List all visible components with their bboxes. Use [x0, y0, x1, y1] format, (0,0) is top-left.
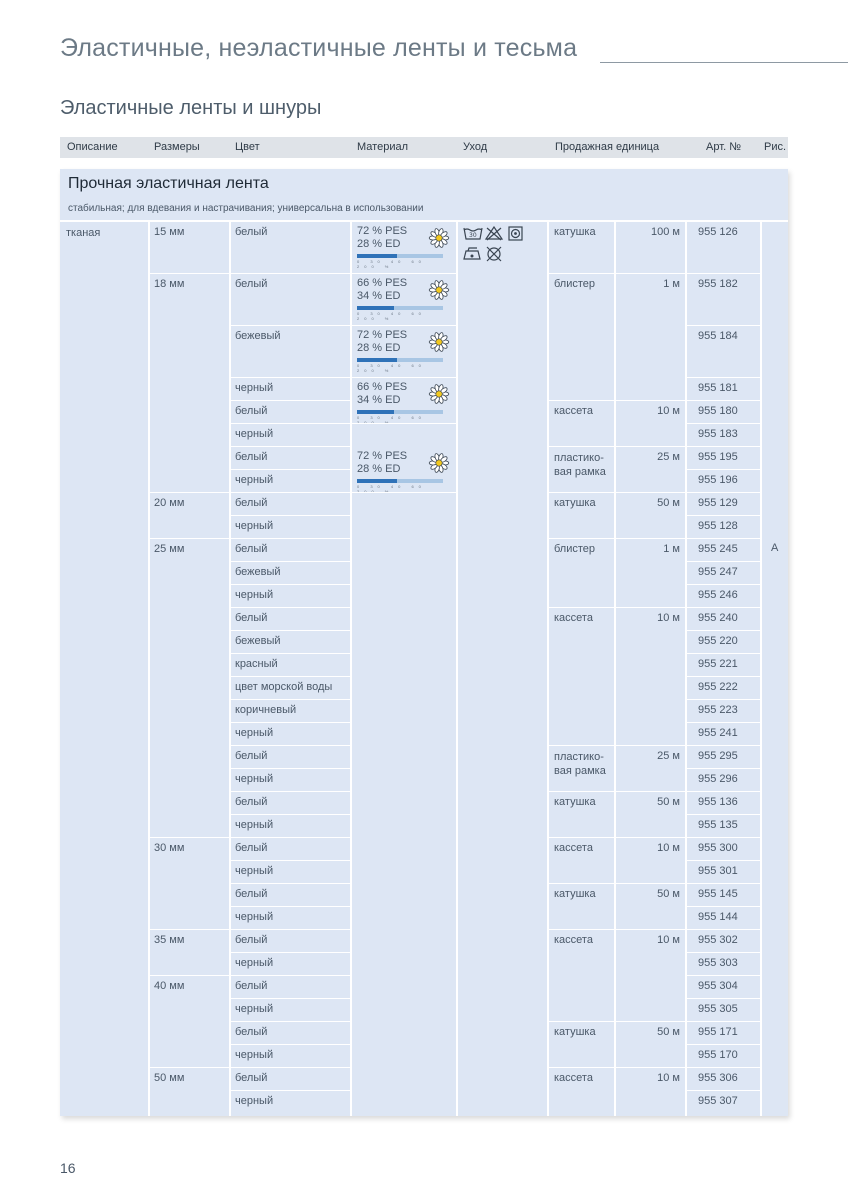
article-cell: 955 145 — [698, 888, 738, 900]
unit-label: блистер — [554, 543, 596, 555]
wash-30-icon — [464, 228, 482, 239]
product-title: Прочная эластичная лента — [68, 175, 269, 192]
color-cell: белый — [235, 980, 268, 992]
composition-bar-pes — [357, 479, 397, 483]
row-divider — [231, 423, 350, 424]
color-cell: белый — [235, 497, 268, 509]
material-line: 66 % PES — [357, 381, 408, 393]
color-cell: цвет морской воды — [235, 681, 333, 693]
article-cell: 955 247 — [698, 566, 738, 578]
unit-quantity: 50 м — [657, 497, 680, 509]
color-cell: белый — [235, 842, 268, 854]
article-cell: 955 303 — [698, 957, 738, 969]
composition-bar-ticks: 0 30 40 60 200 % — [357, 259, 426, 269]
row-divider — [687, 446, 760, 447]
unit-label: кассета — [554, 612, 593, 624]
color-cell: черный — [235, 865, 274, 877]
article-cell: 955 136 — [698, 796, 738, 808]
row-divider — [231, 377, 350, 378]
row-divider — [687, 492, 760, 493]
row-divider — [231, 791, 350, 792]
article-cell: 955 171 — [698, 1026, 738, 1038]
row-divider — [687, 1090, 760, 1091]
row-divider — [687, 722, 760, 723]
article-cell: 955 245 — [698, 543, 738, 555]
size-divider — [150, 538, 229, 539]
composition-bar-ticks: 0 30 40 60 — [357, 415, 426, 420]
color-cell: бежевый — [235, 330, 281, 342]
size-cell: 35 мм — [154, 934, 185, 946]
color-cell: белый — [235, 451, 268, 463]
material-divider — [352, 325, 456, 326]
row-divider — [687, 998, 760, 999]
color-cell: черный — [235, 773, 274, 785]
row-divider — [231, 975, 350, 976]
row-divider — [687, 377, 760, 378]
color-cell: белый — [235, 888, 268, 900]
row-divider — [687, 768, 760, 769]
material-line: 34 % ED — [357, 290, 401, 302]
unit-label: катушка — [554, 888, 596, 900]
row-divider — [687, 837, 760, 838]
unit-label: пластико-вая рамка — [554, 751, 606, 777]
row-divider — [687, 791, 760, 792]
article-cell: 955 221 — [698, 658, 738, 670]
color-cell: черный — [235, 1095, 274, 1107]
row-divider — [687, 515, 760, 516]
color-cell: черный — [235, 957, 274, 969]
material-line: 66 % PES — [357, 277, 408, 289]
unit-quantity: 50 м — [657, 888, 680, 900]
article-cell: 955 129 — [698, 497, 738, 509]
row-divider — [687, 607, 760, 608]
iron-icon — [464, 248, 480, 259]
color-cell: черный — [235, 428, 274, 440]
color-cell: черный — [235, 819, 274, 831]
article-cell: 955 223 — [698, 704, 738, 716]
row-divider — [231, 1021, 350, 1022]
unit-divider — [549, 400, 685, 401]
row-divider — [231, 952, 350, 953]
unit-divider — [549, 1067, 685, 1068]
article-cell: 955 306 — [698, 1072, 738, 1084]
unit-divider — [549, 607, 685, 608]
row-divider — [231, 699, 350, 700]
row-divider — [231, 1090, 350, 1091]
size-cell: 15 мм — [154, 226, 185, 238]
color-cell: бежевый — [235, 635, 281, 647]
row-divider — [231, 630, 350, 631]
row-divider — [687, 423, 760, 424]
row-divider — [231, 492, 350, 493]
row-divider — [231, 469, 350, 470]
composition-bar — [357, 479, 453, 490]
article-cell: 955 246 — [698, 589, 738, 601]
row-divider — [687, 676, 760, 677]
article-cell: 955 301 — [698, 865, 738, 877]
color-cell: белый — [235, 405, 268, 417]
section-divider — [60, 220, 788, 222]
composition-bar — [357, 254, 453, 269]
unit-divider — [549, 538, 685, 539]
section-heading: Эластичные ленты и шнуры — [60, 97, 322, 119]
row-divider — [231, 1044, 350, 1045]
row-divider — [687, 1044, 760, 1045]
care-symbols — [463, 226, 527, 271]
header-description: Описание — [67, 141, 118, 153]
row-divider — [231, 273, 350, 274]
color-cell: белый — [235, 1026, 268, 1038]
size-divider — [150, 837, 229, 838]
size-cell: 30 мм — [154, 842, 185, 854]
row-divider — [231, 538, 350, 539]
article-cell: 955 240 — [698, 612, 738, 624]
unit-quantity: 100 м — [651, 226, 680, 238]
article-cell: 955 196 — [698, 474, 738, 486]
composition-bar — [357, 410, 453, 421]
article-cell: 955 307 — [698, 1095, 738, 1107]
article-cell: 955 170 — [698, 1049, 738, 1061]
material-divider — [352, 423, 456, 424]
material-divider — [352, 273, 456, 274]
column-divider — [547, 222, 549, 1116]
header-sizes: Размеры — [154, 141, 200, 153]
unit-divider — [549, 837, 685, 838]
unit-quantity: 50 м — [657, 796, 680, 808]
material-line: 28 % ED — [357, 238, 401, 250]
color-cell: коричневый — [235, 704, 297, 716]
article-cell: 955 304 — [698, 980, 738, 992]
article-cell: 955 302 — [698, 934, 738, 946]
material-line: 34 % ED — [357, 394, 401, 406]
composition-bar — [357, 306, 453, 321]
composition-bar-pes — [357, 410, 394, 414]
unit-divider — [549, 883, 685, 884]
composition-bar-pes — [357, 358, 397, 362]
color-cell: черный — [235, 474, 274, 486]
row-divider — [687, 584, 760, 585]
article-cell: 955 180 — [698, 405, 738, 417]
size-divider — [150, 975, 229, 976]
header-article: Арт. № — [706, 141, 741, 153]
row-divider — [231, 325, 350, 326]
row-divider — [687, 860, 760, 861]
color-cell: белый — [235, 543, 268, 555]
unit-quantity: 10 м — [657, 1072, 680, 1084]
article-cell: 955 126 — [698, 226, 738, 238]
unit-quantity: 10 м — [657, 934, 680, 946]
row-divider — [687, 883, 760, 884]
color-cell: черный — [235, 520, 274, 532]
color-cell: черный — [235, 1049, 274, 1061]
column-divider — [350, 222, 352, 1116]
no-dry-clean-icon — [487, 247, 501, 261]
row-divider — [231, 929, 350, 930]
article-cell: 955 300 — [698, 842, 738, 854]
row-divider — [687, 906, 760, 907]
row-divider — [231, 515, 350, 516]
unit-quantity: 1 м — [663, 543, 680, 555]
size-cell: 50 мм — [154, 1072, 185, 1084]
row-divider — [687, 538, 760, 539]
unit-divider — [549, 273, 685, 274]
color-cell: белый — [235, 1072, 268, 1084]
row-divider — [687, 814, 760, 815]
column-divider — [229, 222, 231, 1116]
article-cell: 955 305 — [698, 1003, 738, 1015]
row-divider — [231, 400, 350, 401]
color-cell: черный — [235, 911, 274, 923]
title-rule — [600, 62, 848, 63]
material-line: 28 % ED — [357, 342, 401, 354]
color-cell: бежевый — [235, 566, 281, 578]
row-divider — [687, 325, 760, 326]
row-divider — [231, 653, 350, 654]
composition-bar-ticks: 0 30 40 60 — [357, 484, 426, 489]
daisy-icon — [428, 452, 450, 474]
size-divider — [150, 929, 229, 930]
row-divider — [231, 1067, 350, 1068]
unit-divider — [549, 929, 685, 930]
article-cell: 955 181 — [698, 382, 738, 394]
material-line: 72 % PES — [357, 450, 408, 462]
material-divider — [352, 377, 456, 378]
unit-divider — [549, 492, 685, 493]
header-color: Цвет — [235, 141, 260, 153]
product-type: тканая — [66, 227, 101, 239]
size-divider — [150, 1067, 229, 1068]
daisy-icon — [428, 279, 450, 301]
row-divider — [231, 998, 350, 999]
unit-label: катушка — [554, 796, 596, 808]
article-cell: 955 144 — [698, 911, 738, 923]
color-cell: черный — [235, 589, 274, 601]
row-divider — [687, 400, 760, 401]
unit-divider — [549, 1021, 685, 1022]
article-cell: 955 241 — [698, 727, 738, 739]
color-cell: белый — [235, 612, 268, 624]
unit-label: катушка — [554, 1026, 596, 1038]
row-divider — [231, 860, 350, 861]
size-cell: 20 мм — [154, 497, 185, 509]
unit-label: кассета — [554, 405, 593, 417]
article-cell: 955 135 — [698, 819, 738, 831]
composition-bar-pes — [357, 306, 394, 310]
color-cell: белый — [235, 796, 268, 808]
article-cell: 955 183 — [698, 428, 738, 440]
size-divider — [150, 273, 229, 274]
article-cell: 955 222 — [698, 681, 738, 693]
article-cell: 955 296 — [698, 773, 738, 785]
composition-bar-ticks: 0 30 40 60 200 % — [357, 311, 426, 321]
unit-label: пластико-вая рамка — [554, 452, 606, 478]
column-divider — [760, 222, 762, 1116]
row-divider — [687, 630, 760, 631]
size-cell: 25 мм — [154, 543, 185, 555]
daisy-icon — [428, 227, 450, 249]
material-line: 28 % ED — [357, 463, 401, 475]
material-line: 72 % PES — [357, 329, 408, 341]
column-divider — [456, 222, 458, 1116]
unit-divider — [549, 791, 685, 792]
row-divider — [231, 837, 350, 838]
column-divider — [614, 222, 616, 1116]
unit-quantity: 25 м — [657, 750, 680, 762]
column-divider — [685, 222, 687, 1116]
composition-bar-pes — [357, 254, 397, 258]
tumble-dry-icon — [509, 227, 522, 240]
unit-quantity: 10 м — [657, 842, 680, 854]
header-unit: Продажная единица — [555, 141, 660, 153]
row-divider — [687, 699, 760, 700]
material-line: 72 % PES — [357, 225, 408, 237]
row-divider — [231, 676, 350, 677]
page-number: 16 — [60, 1160, 76, 1176]
article-cell: 955 220 — [698, 635, 738, 647]
unit-quantity: 25 м — [657, 451, 680, 463]
unit-label: кассета — [554, 934, 593, 946]
color-cell: белый — [235, 278, 268, 290]
column-divider — [148, 222, 150, 1116]
unit-label: блистер — [554, 278, 596, 290]
row-divider — [231, 906, 350, 907]
color-cell: белый — [235, 750, 268, 762]
table-header — [60, 137, 788, 158]
product-table — [60, 169, 788, 1116]
daisy-icon — [428, 331, 450, 353]
unit-divider — [549, 446, 685, 447]
row-divider — [231, 722, 350, 723]
row-divider — [231, 607, 350, 608]
row-divider — [687, 745, 760, 746]
color-cell: черный — [235, 727, 274, 739]
article-cell: 955 128 — [698, 520, 738, 532]
row-divider — [687, 469, 760, 470]
unit-divider — [549, 745, 685, 746]
row-divider — [231, 584, 350, 585]
material-divider — [352, 492, 456, 493]
row-divider — [231, 745, 350, 746]
row-divider — [231, 446, 350, 447]
color-cell: белый — [235, 226, 268, 238]
header-figure: Рис. — [764, 141, 787, 153]
color-cell: красный — [235, 658, 278, 670]
article-cell: 955 295 — [698, 750, 738, 762]
unit-label: катушка — [554, 497, 596, 509]
row-divider — [231, 561, 350, 562]
row-divider — [687, 1067, 760, 1068]
header-material: Материал — [357, 141, 408, 153]
color-cell: черный — [235, 1003, 274, 1015]
unit-quantity: 50 м — [657, 1026, 680, 1038]
row-divider — [687, 975, 760, 976]
row-divider — [231, 883, 350, 884]
composition-bar-ticks: 0 30 40 60 200 % — [357, 363, 426, 373]
product-description: стабильная; для вдевания и настрачивания; универсальна в использовании — [68, 203, 424, 214]
color-cell: белый — [235, 934, 268, 946]
composition-bar — [357, 358, 453, 373]
figure-ref: A — [771, 542, 779, 554]
row-divider — [687, 273, 760, 274]
row-divider — [687, 561, 760, 562]
row-divider — [687, 653, 760, 654]
article-cell: 955 195 — [698, 451, 738, 463]
row-divider — [687, 929, 760, 930]
size-divider — [150, 492, 229, 493]
unit-label: кассета — [554, 1072, 593, 1084]
unit-quantity: 1 м — [663, 278, 680, 290]
no-bleach-icon — [486, 227, 502, 240]
daisy-icon — [428, 383, 450, 405]
header-care: Уход — [463, 141, 488, 153]
unit-label: катушка — [554, 226, 596, 238]
row-divider — [687, 952, 760, 953]
size-cell: 40 мм — [154, 980, 185, 992]
unit-quantity: 10 м — [657, 612, 680, 624]
row-divider — [687, 1021, 760, 1022]
unit-quantity: 10 м — [657, 405, 680, 417]
article-cell: 955 184 — [698, 330, 738, 342]
article-cell: 955 182 — [698, 278, 738, 290]
unit-label: кассета — [554, 842, 593, 854]
size-cell: 18 мм — [154, 278, 185, 290]
row-divider — [231, 768, 350, 769]
svg-text:30: 30 — [469, 232, 477, 239]
page-title: Эластичные, неэластичные ленты и тесьма — [60, 34, 578, 62]
row-divider — [231, 814, 350, 815]
color-cell: черный — [235, 382, 274, 394]
